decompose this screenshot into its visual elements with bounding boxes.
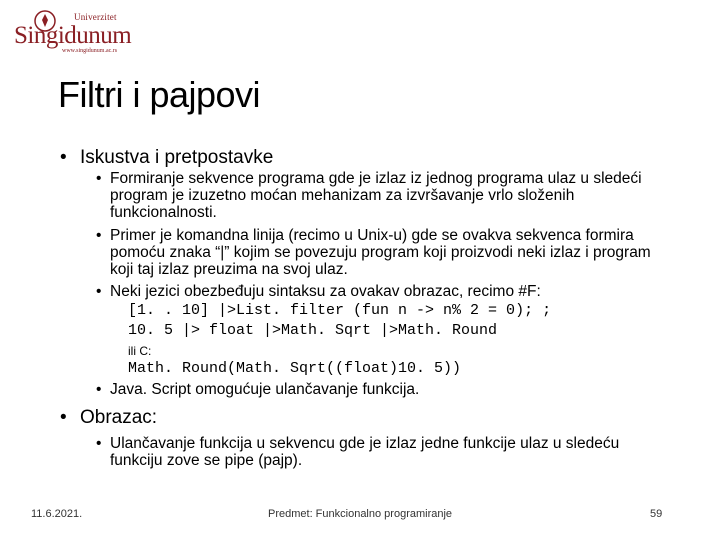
bullet-dot-icon: • — [60, 407, 67, 428]
bullet-dot-icon: • — [96, 283, 102, 300]
sub-bullet-1-4-text: Java. Script omogućuje ulančavanje funkcija. — [110, 381, 420, 398]
bullet-dot-icon: • — [96, 381, 102, 398]
slide-title: Filtri i pajpovi — [58, 74, 261, 115]
logo-small-text: Univerzitet — [74, 12, 117, 22]
sub-bullet-1-1-text: Formiranje sekvence programa gde je izlaz iz jednog programa ulaz u sledeći program je izuzetno moćan mehanizam za izvršavanje vrlo složenih funkcionalnosti. — [110, 170, 642, 221]
bullet-dot-icon: • — [60, 147, 67, 168]
bullet-2-text: Obrazac: — [80, 407, 158, 428]
sub-bullet-1-3-text: Neki jezici obezbeđuju sintaksu za ovakav obrazac, recimo #F: — [110, 283, 541, 300]
or-c-label: ili C: — [128, 344, 152, 358]
sub-bullet-1-4 — [96, 381, 666, 398]
sub-bullet-1-1 — [96, 170, 666, 221]
university-logo — [14, 10, 132, 54]
sub-bullet-1-2-text: Primer je komandna linija (recimo u Unix-u) gde se ovakva sekvenca formira pomoću znaka “|” kojim se povezuju program koji proizvodi neki izlaz i program koji taj izlaz preuzima na svoj ulaz. — [110, 227, 651, 278]
code-line-fsharp-2: 10. 5 |> float |>Math. Sqrt |>Math. Round — [128, 322, 498, 339]
logo-name: Singidunum — [14, 22, 132, 49]
sub-bullet-1-2 — [96, 227, 666, 278]
sub-bullet-1-3 — [96, 283, 666, 300]
footer-page-number: 59 — [650, 508, 663, 520]
bullet-dot-icon: • — [96, 227, 102, 244]
bullet-dot-icon: • — [96, 435, 102, 452]
sub-bullet-2-1-text: Ulančavanje funkcija u sekvencu gde je izlaz jedne funkcije ulaz u sledeću funkciju zove se pipe (pajp). — [110, 435, 620, 469]
bullet-1-text: Iskustva i pretpostavke — [80, 147, 274, 168]
logo-url: www.singidunum.ac.rs — [62, 48, 118, 54]
footer-subject: Predmet: Funkcionalno programiranje — [268, 508, 453, 520]
footer-date: 11.6.2021. — [31, 508, 83, 520]
code-line-fsharp-1: [1. . 10] |>List. filter (fun n -> n% 2 = 0); ; — [128, 302, 552, 319]
bullet-dot-icon: • — [96, 170, 102, 187]
sub-bullet-2-1 — [96, 435, 666, 469]
code-line-c: Math. Round(Math. Sqrt((float)10. 5)) — [128, 360, 462, 377]
